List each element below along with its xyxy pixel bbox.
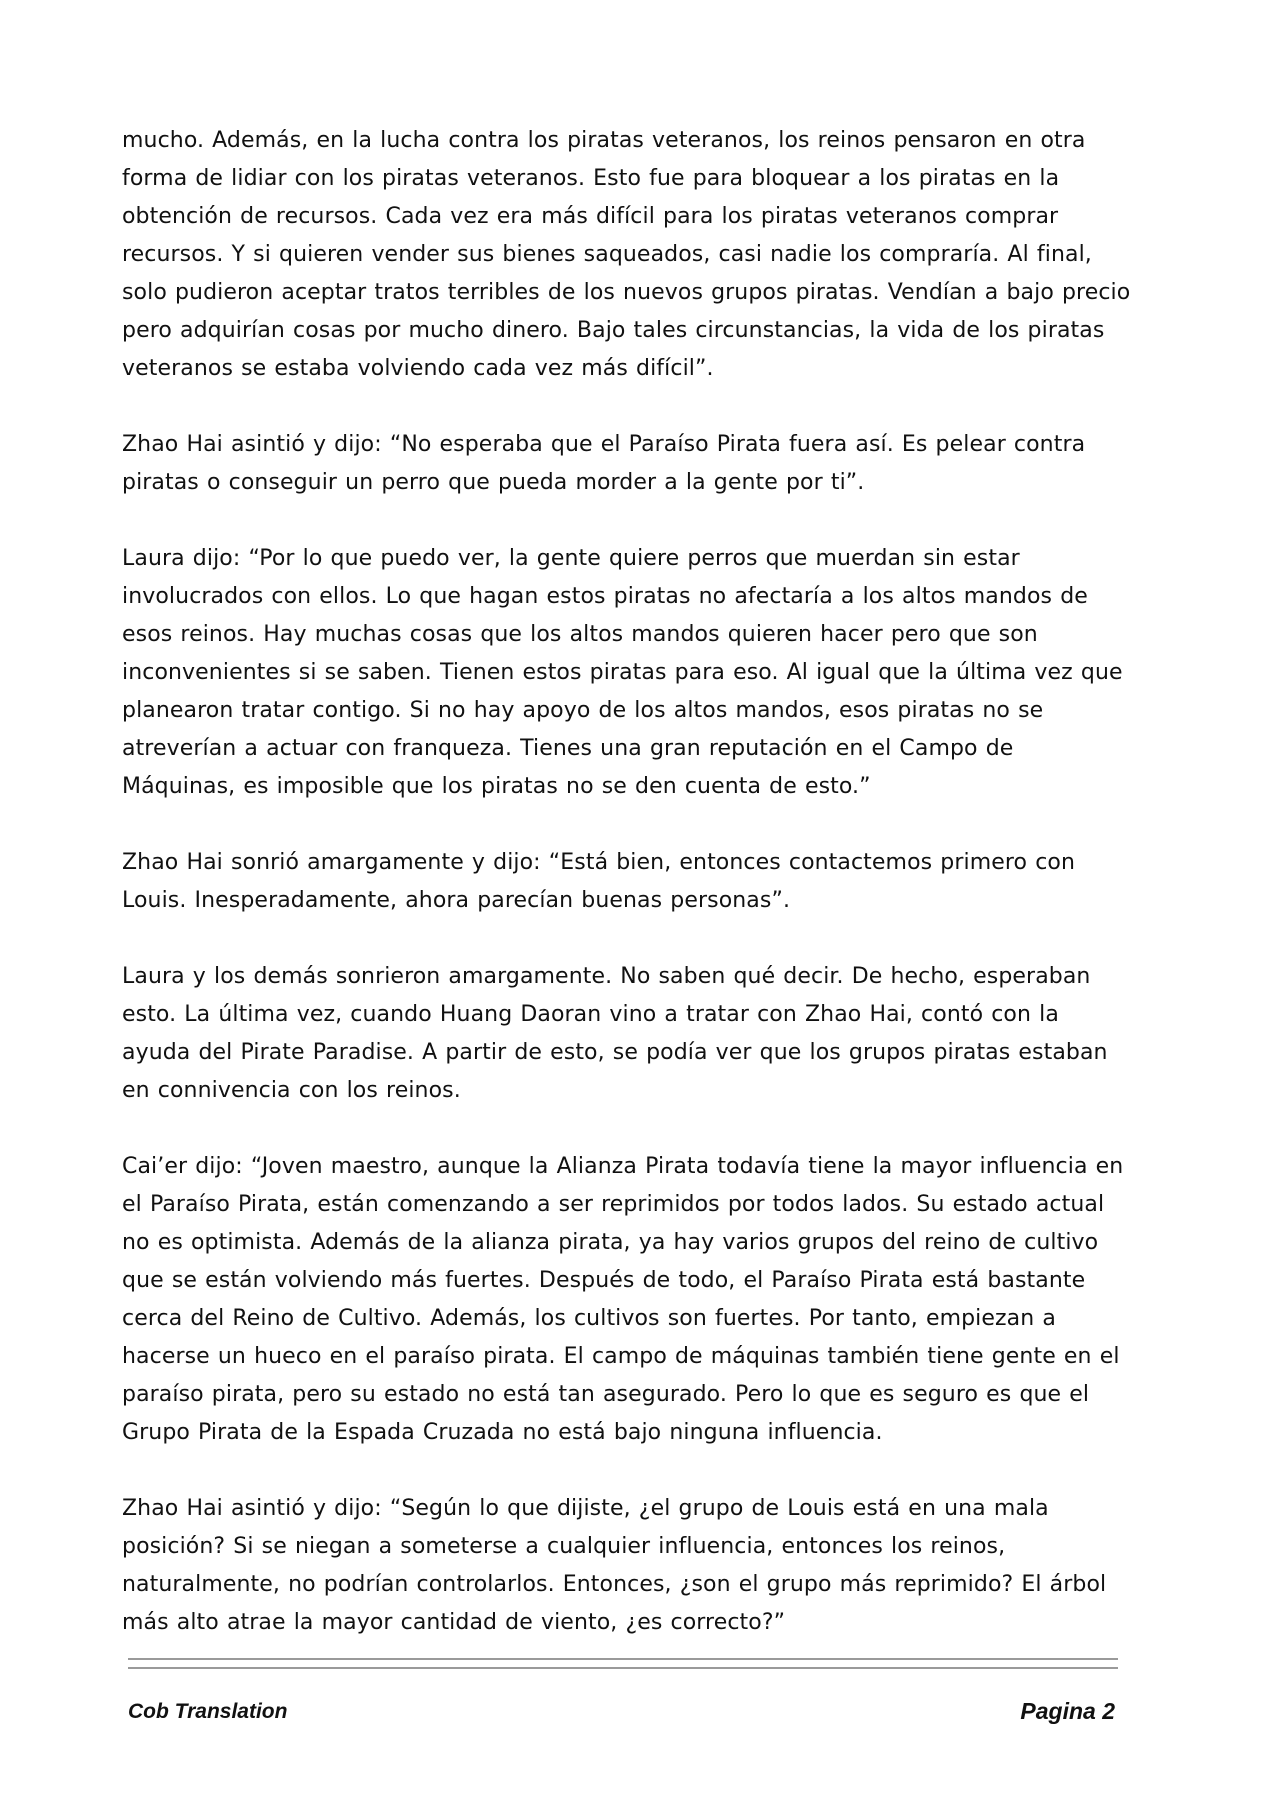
footer-divider-top bbox=[128, 1658, 1118, 1660]
footer-divider-bottom bbox=[128, 1667, 1118, 1669]
paragraph-7: Zhao Hai asintió y dijo: “Según lo que dijiste, ¿el grupo de Louis está en una mala posición? Si se niegan a someterse a cualquier influencia, entonces los reinos, naturalmente, no podrían controlarlos. Entonces, ¿son el grupo más reprimido? El árbol más alto atrae la mayor cantidad de viento, ¿es correcto?” bbox=[122, 1496, 1107, 1635]
paragraph-5: Laura y los demás sonrieron amargamente. No saben qué decir. De hecho, esperaban esto. La última vez, cuando Huang Daoran vino a tratar con Zhao Hai, contó con la ayuda del Pirate Paradise. A partir de esto, se podía ver que los grupos piratas estaban en connivencia con los reinos. bbox=[122, 964, 1108, 1103]
paragraph-4: Zhao Hai sonrió amargamente y dijo: “Está bien, entonces contactemos primero con Louis. Inesperadamente, ahora parecían buenas personas”. bbox=[122, 850, 1075, 913]
paragraph-3: Laura dijo: “Por lo que puedo ver, la gente quiere perros que muerdan sin estar involucrados con ellos. Lo que hagan estos piratas no afectaría a los altos mandos de esos reinos. Hay muchas cosas que los altos mandos quieren hacer pero que son inconvenientes si se saben. Tienen estos piratas para eso. Al igual que la última vez que planearon tratar contigo. Si no hay apoyo de los altos mandos, esos piratas no se atreverían a actuar con franqueza. Tienes una gran reputación en el Campo de Máquinas, es imposible que los piratas no se den cuenta de esto.” bbox=[122, 546, 1123, 799]
body-text bbox=[122, 122, 1132, 1680]
paragraph-1: mucho. Además, en la lucha contra los piratas veteranos, los reinos pensaron en otra forma de lidiar con los piratas veteranos. Esto fue para bloquear a los piratas en la obtención de recursos. Cada vez era más difícil para los piratas veteranos comprar recursos. Y si quieren vender sus bienes saqueados, casi nadie los compraría. Al final, solo pudieron aceptar tratos terribles de los nuevos grupos piratas. Vendían a bajo precio pero adquirían cosas por mucho dinero. Bajo tales circunstancias, la vida de los piratas veteranos se estaba volviendo cada vez más difícil”. bbox=[122, 128, 1131, 381]
paragraph-2: Zhao Hai asintió y dijo: “No esperaba que el Paraíso Pirata fuera así. Es pelear contra piratas o conseguir un perro que pueda morder a la gente por ti”. bbox=[122, 432, 1086, 495]
footer-page-number: Pagina 2 bbox=[1020, 1698, 1115, 1724]
footer-publisher: Cob Translation bbox=[128, 1700, 288, 1723]
paragraph-6: Cai’er dijo: “Joven maestro, aunque la Alianza Pirata todavía tiene la mayor influencia en el Paraíso Pirata, están comenzando a ser reprimidos por todos lados. Su estado actual no es optimista. Además de la alianza pirata, ya hay varios grupos del reino de cultivo que se están volviendo más fuertes. Después de todo, el Paraíso Pirata está bastante cerca del Reino de Cultivo. Además, los cultivos son fuertes. Por tanto, empiezan a hacerse un hueco en el paraíso pirata. El campo de máquinas también tiene gente en el paraíso pirata, pero su estado no está tan asegurado. Pero lo que es seguro es que el Grupo Pirata de la Espada Cruzada no está bajo ninguna influencia. bbox=[122, 1154, 1124, 1445]
